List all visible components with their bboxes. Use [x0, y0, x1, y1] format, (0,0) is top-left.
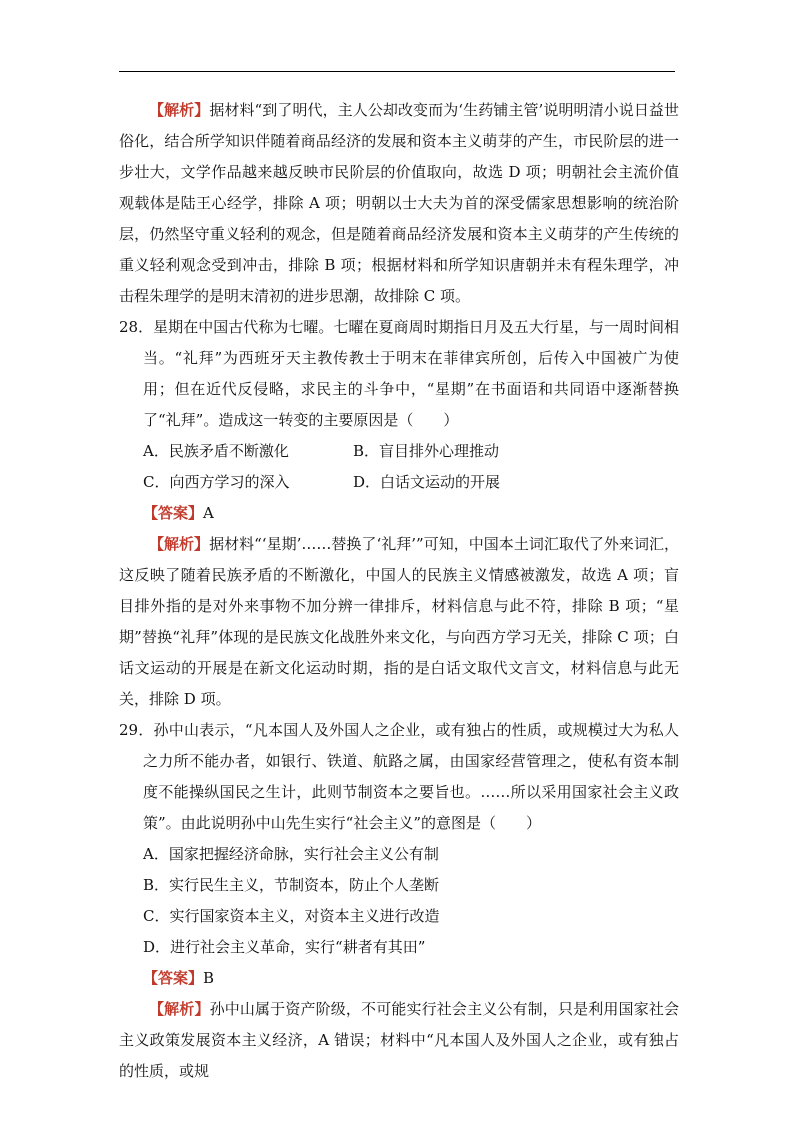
- q29-answer: [119, 963, 679, 994]
- q28-option-b: B．盲目排外心理推动: [353, 442, 500, 460]
- q28-option-c: C．向西方学习的深入: [143, 473, 290, 491]
- document-body: [119, 95, 679, 1087]
- q28-option-d: D．白话文运动的开展: [353, 473, 501, 491]
- q28-analysis: [119, 529, 679, 715]
- q27-analysis: [119, 95, 679, 312]
- answer-tag: 【答案】: [143, 969, 204, 987]
- q28-option-a: A．民族矛盾不断激化: [143, 442, 289, 460]
- q29-option-a: A．国家把握经济命脉，实行社会主义公有制: [143, 845, 439, 863]
- analysis-tag: 【解析】: [149, 101, 210, 119]
- q29-answer-value: B: [203, 969, 215, 987]
- q29-option-c: C．实行国家资本主义，对资本主义进行改造: [143, 907, 440, 925]
- q29-analysis: [119, 994, 679, 1087]
- q29-analysis-text: 孙中山属于资产阶级，不可能实行社会主义公有制，只是利用国家社会主义政策发展资本主义经济，A 错误；材料中“凡本国人及外国人之企业，或有独占的性质，或规: [119, 1000, 679, 1080]
- analysis-tag: 【解析】: [149, 1000, 210, 1018]
- header-rule: [119, 71, 675, 72]
- q29-stem: 29．孙中山表示，“凡本国人及外国人之企业，或有独占的性质，或规模过大为私人之力所不能办者，如银行、铁道、航路之属，由国家经营管理之，使私有资本制度不能操纵国民之生计，此则节制资本之要旨也。……所以采用国家社会主义政策”。由此说明孙中山先生实行“社会主义”的意图是（ ）: [119, 721, 679, 832]
- q28-options-row-2: [119, 467, 679, 498]
- q27-analysis-text: 据材料“到了明代，主人公却改变而为‘生药铺主管’说明明清小说日益世俗化，结合所学知识伴随着商品经济的发展和资本主义萌芽的产生，市民阶层的进一步壮大，文学作品越来越反映市民阶层的价值取向，故选 D 项；明朝社会主流价值观载体是陆王心经学，排除 A 项；明朝以士大夫为首的深受儒家思想影响的统治阶层，仍然坚守重义轻利的观念，但是随着商品经济发展和资本主义萌芽的产生传统的重义轻利观念受到冲击，排除 B 项；根据材料和所学知识唐朝并未有程朱理学，冲击程朱理学的是明末清初的进步思潮，故排除 C 项。: [119, 101, 679, 305]
- q28-options-row-1: [119, 436, 679, 467]
- q29-option-b: B．实行民生主义，节制资本，防止个人垄断: [143, 876, 440, 894]
- q28-answer-value: A: [203, 504, 214, 522]
- q28-answer: [119, 498, 679, 529]
- q28-analysis-text: 据材料“‘星期’……替换了‘礼拜’”可知，中国本土词汇取代了外来词汇，这反映了随着民族矛盾的不断激化，中国人的民族主义情感被激发，故选 A 项；盲目排外指的是对外来事物不加分辨一律排斥，材料信息与此不符，排除 B 项；“星期”替换“礼拜”体现的是民族文化战胜外来文化，与向西方学习无关，排除 C 项；白话文运动的开展是在新文化运动时期，指的是白话文取代文言文，材料信息与此无关，排除 D 项。: [119, 535, 679, 708]
- answer-tag: 【答案】: [143, 504, 204, 522]
- q28-stem: 28．星期在中国古代称为七曜。七曜在夏商周时期指日月及五大行星，与一周时间相当。“礼拜”为西班牙天主教传教士于明末在菲律宾所创，后传入中国被广为使用；但在近代反侵略，求民主的斗争中，“星期”在书面语和共同语中逐渐替换了“礼拜”。造成这一转变的主要原因是（ ）: [119, 318, 679, 429]
- analysis-tag: 【解析】: [149, 535, 210, 553]
- q29-option-d: D．进行社会主义革命，实行“耕者有其田”: [143, 938, 426, 956]
